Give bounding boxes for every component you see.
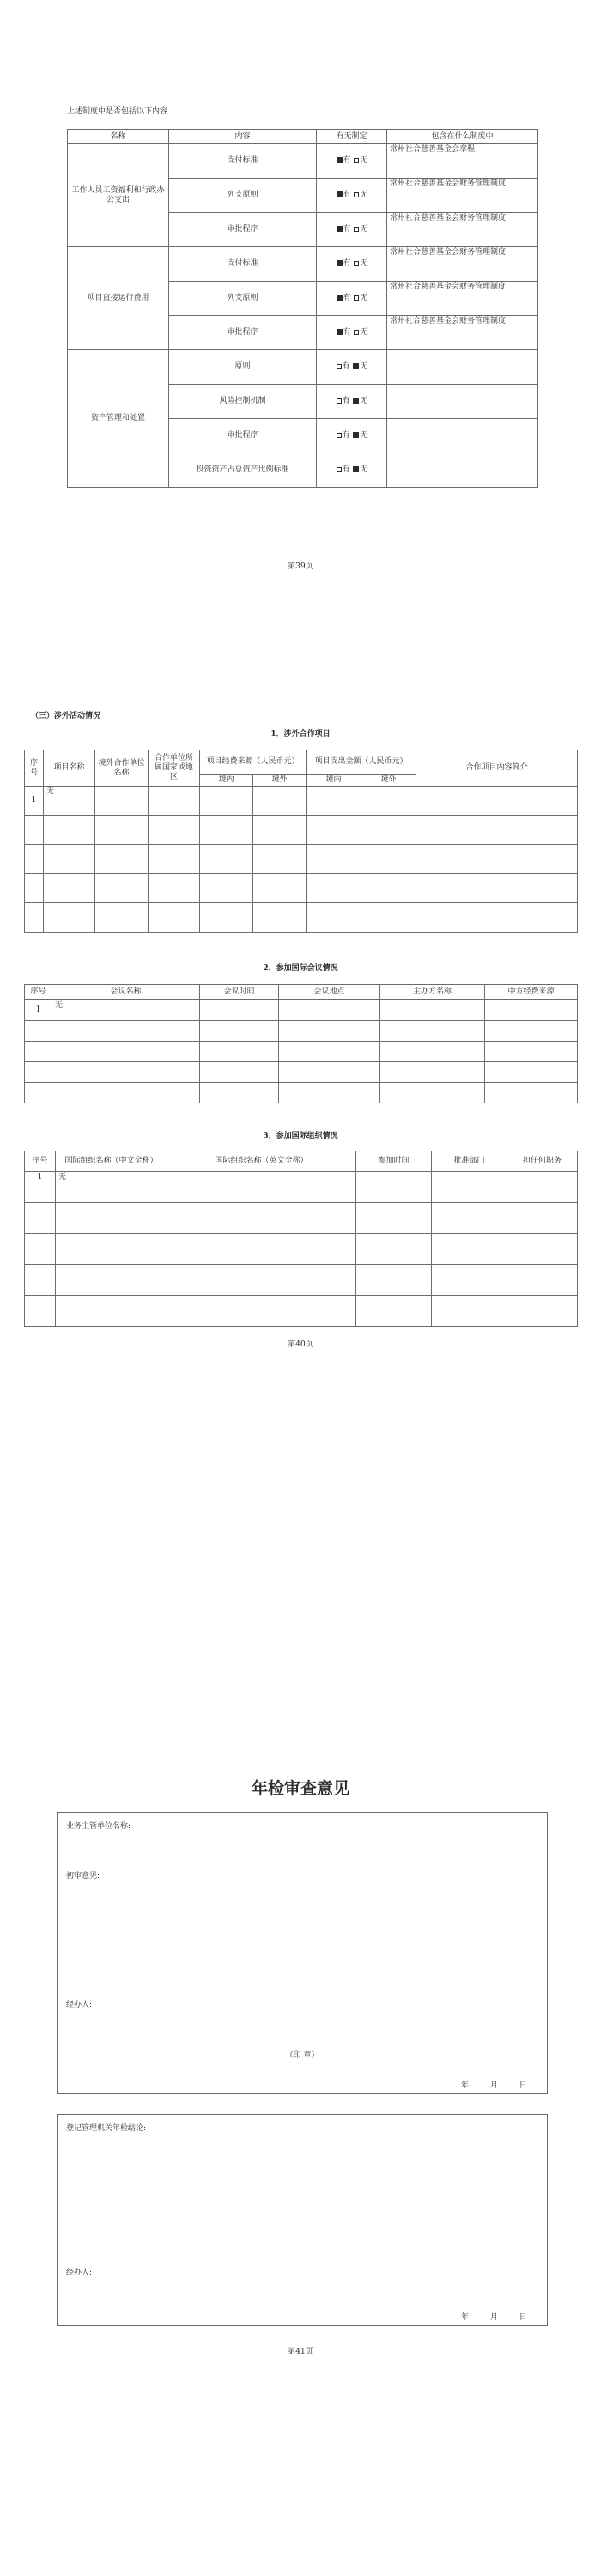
no-label: 无 (360, 294, 368, 302)
h-project-name: 项目名称 (44, 750, 95, 787)
yes-label: 有 (342, 362, 350, 371)
yes-label: 有 (343, 225, 351, 234)
policy-content: 风险控制机制 (169, 385, 317, 419)
no-label: 无 (360, 156, 368, 165)
checked-box-icon (353, 466, 359, 472)
registration-conclusion-box (57, 2114, 548, 2326)
no-label: 无 (360, 397, 368, 405)
conclusion-label: 登记管理机关年检结论: (66, 2124, 147, 2133)
checked-box-icon (337, 295, 343, 301)
policy-header: 名称 (68, 130, 169, 144)
row-no: 1 (25, 787, 44, 816)
table-row (25, 903, 578, 933)
row-no: 1 (25, 1000, 52, 1021)
foreign-project-table (24, 750, 578, 933)
table-row (68, 247, 538, 282)
policy-has-cell (317, 419, 387, 453)
policy-header: 包含在什么制度中 (387, 130, 538, 144)
policy-included-in: 常州社合慈善基金会财务管理制度 (387, 282, 538, 316)
table-row (25, 1000, 578, 1021)
no-label: 无 (360, 328, 368, 337)
policy-included-in (387, 350, 538, 385)
checked-box-icon (337, 226, 343, 232)
no-label: 无 (360, 225, 368, 234)
policy-content: 审批程序 (169, 316, 317, 350)
yes-label: 有 (342, 397, 350, 405)
table-row (68, 350, 538, 385)
handler-label-2: 经办人: (66, 2269, 93, 2277)
intl-conference-table (24, 984, 578, 1103)
unchecked-box-icon (354, 261, 359, 266)
handler-label-1: 经办人: (66, 2001, 93, 2009)
checked-box-icon (353, 398, 359, 404)
policy-group-name: 资产管理和处置 (68, 350, 169, 488)
policy-included-in: 常州社合慈善基金会财务管理制度 (387, 316, 538, 350)
table-row (25, 1265, 578, 1296)
yes-label: 有 (342, 431, 350, 440)
supervisor-opinion-box (57, 1812, 548, 2094)
no-label: 无 (360, 431, 368, 440)
org-header: 参加时间 (356, 1151, 432, 1172)
policy-group-name: 工作人员工资福利和行政办公支出 (68, 144, 169, 247)
h-spend: 项目支出金额（人民币元） (307, 750, 416, 775)
policy-included-in: 常州社合慈善基金会财务管理制度 (387, 247, 538, 282)
h-no: 序号 (25, 750, 44, 787)
policy-content: 审批程序 (169, 419, 317, 453)
policy-included-in (387, 385, 538, 419)
policy-has-cell (317, 350, 387, 385)
policy-has-cell (317, 385, 387, 419)
policy-has-cell (317, 316, 387, 350)
row-name: 无 (44, 787, 95, 816)
policy-header: 有无制定 (317, 130, 387, 144)
policy-has-cell (317, 144, 387, 179)
date-label-1: 年 月 日 (461, 2081, 527, 2090)
checked-box-icon (353, 432, 359, 438)
org-header: 批准部门 (432, 1151, 507, 1172)
table-row (25, 1062, 578, 1083)
initial-opinion-label: 初审意见: (66, 1872, 100, 1880)
row-no: 1 (25, 1172, 56, 1203)
policy-content: 列支原则 (169, 179, 317, 213)
unchecked-box-icon (354, 295, 359, 301)
checked-box-icon (337, 191, 343, 197)
unchecked-box-icon (354, 330, 359, 335)
row-name: 无 (52, 1000, 200, 1021)
conference-header: 会议地点 (279, 985, 380, 1000)
policy-has-cell (317, 282, 387, 316)
table-row (25, 816, 578, 845)
org-header: 序号 (25, 1151, 56, 1172)
h-partner: 境外合作单位名称 (95, 750, 149, 787)
policy-content: 投资资产占总资产比例标准 (169, 453, 317, 488)
policy-included-in: 常州社合慈善基金会章程 (387, 144, 538, 179)
no-label: 无 (360, 259, 368, 268)
unchecked-box-icon (337, 467, 342, 472)
policy-content: 审批程序 (169, 213, 317, 247)
table-row (25, 1296, 578, 1327)
policy-group-name: 项目直接运行费用 (68, 247, 169, 350)
h-country: 合作单位所属国家或地区 (149, 750, 200, 787)
policy-has-cell (317, 179, 387, 213)
org-header: 担任何职务 (507, 1151, 578, 1172)
policy-content: 列支原则 (169, 282, 317, 316)
yes-label: 有 (342, 465, 350, 474)
unchecked-box-icon (337, 398, 342, 404)
yes-label: 有 (343, 191, 351, 199)
table-row (68, 144, 538, 179)
seal-label: （印 章） (285, 2051, 319, 2060)
table-row (25, 874, 578, 903)
row-name: 无 (56, 1172, 167, 1203)
policy-content: 原则 (169, 350, 317, 385)
org-header: 国际组织名称（英文全称） (167, 1151, 356, 1172)
page-number-40: 第40页 (288, 1340, 313, 1349)
yes-label: 有 (343, 294, 351, 302)
org-header: 国际组织名称（中文全称） (56, 1151, 167, 1172)
policy-included-in: 常州社合慈善基金会财务管理制度 (387, 213, 538, 247)
policy-content: 支付标准 (169, 144, 317, 179)
conference-header: 会议时间 (200, 985, 279, 1000)
policy-has-cell (317, 213, 387, 247)
no-label: 无 (360, 465, 368, 474)
unchecked-box-icon (354, 227, 359, 232)
table-row (25, 1083, 578, 1103)
checked-box-icon (337, 157, 343, 163)
section-title: （三）涉外活动情况 (31, 712, 101, 720)
date-label-2: 年 月 日 (461, 2313, 527, 2322)
policy-included-in (387, 419, 538, 453)
yes-label: 有 (343, 156, 351, 165)
unchecked-box-icon (337, 364, 342, 369)
checked-box-icon (337, 260, 343, 266)
intl-org-table (24, 1151, 578, 1327)
supervisor-unit-label: 业务主管单位名称: (66, 1822, 131, 1831)
conference-header: 主办方名称 (380, 985, 485, 1000)
table-row (25, 1203, 578, 1234)
checked-box-icon (337, 329, 343, 335)
h-spend-domestic: 境内 (307, 775, 361, 787)
policy-included-in: 常州社合慈善基金会财务管理制度 (387, 179, 538, 213)
policy-header: 内容 (169, 130, 317, 144)
review-title: 年检审查意见 (251, 1779, 349, 1798)
unchecked-box-icon (337, 433, 342, 438)
h-funds-domestic: 境内 (200, 775, 253, 787)
policy-has-cell (317, 247, 387, 282)
no-label: 无 (360, 362, 368, 371)
policy-has-cell (317, 453, 387, 488)
unchecked-box-icon (354, 158, 359, 163)
policy-intro: 上述制度中是否包括以下内容 (67, 107, 168, 116)
table3-title: 3．参加国际组织情况 (263, 1132, 338, 1140)
conference-header: 会议名称 (52, 985, 200, 1000)
h-intro: 合作项目内容简介 (416, 750, 578, 787)
conference-header: 中方经费来源 (485, 985, 578, 1000)
table-row (25, 845, 578, 874)
yes-label: 有 (343, 259, 351, 268)
table-row (25, 1172, 578, 1203)
table1-title: 1．涉外合作项目 (270, 730, 331, 738)
no-label: 无 (360, 191, 368, 199)
table-row (25, 1234, 578, 1265)
h-funds: 项目经费来源（人民币元） (200, 750, 307, 775)
table-row (25, 1021, 578, 1042)
h-spend-foreign: 境外 (361, 775, 416, 787)
table2-title: 2．参加国际会议情况 (263, 964, 338, 973)
checked-box-icon (353, 363, 359, 369)
table-row (25, 1042, 578, 1062)
policy-table (67, 129, 538, 488)
h-funds-foreign: 境外 (253, 775, 307, 787)
page-number-41: 第41页 (288, 2348, 313, 2356)
unchecked-box-icon (354, 192, 359, 197)
yes-label: 有 (343, 328, 351, 337)
page-number-39: 第39页 (288, 562, 313, 571)
policy-included-in (387, 453, 538, 488)
policy-content: 支付标准 (169, 247, 317, 282)
table-row (25, 787, 578, 816)
conference-header: 序号 (25, 985, 52, 1000)
